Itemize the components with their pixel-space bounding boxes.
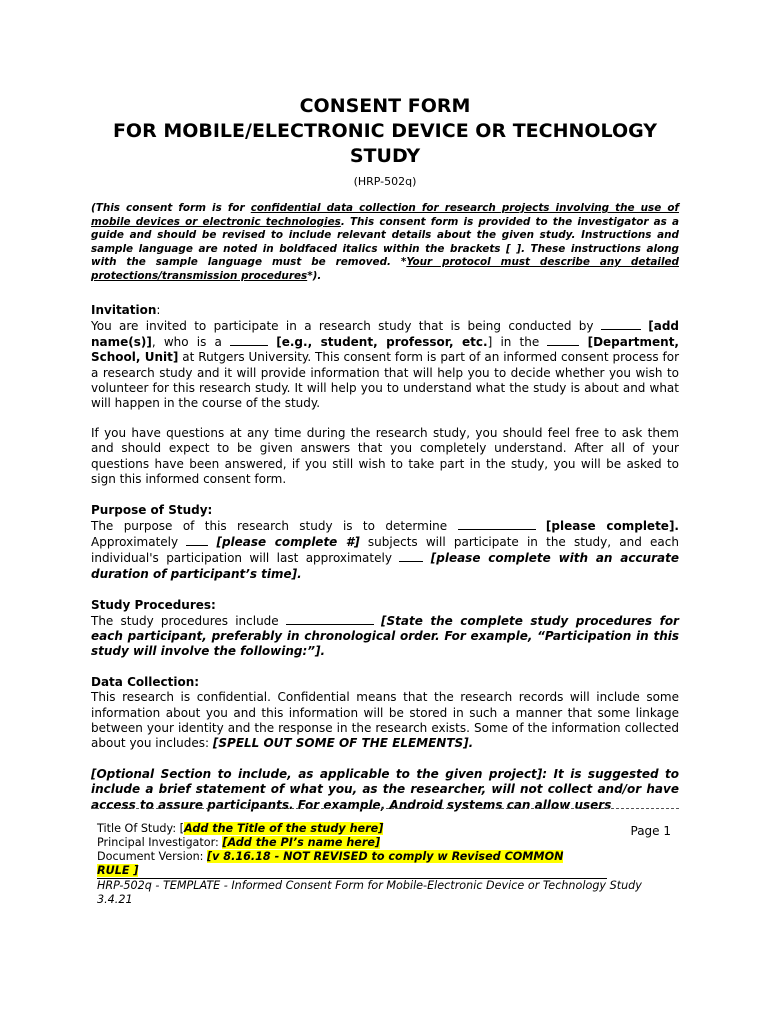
invitation-heading: Invitation: xyxy=(91,303,161,317)
section-purpose xyxy=(91,503,679,582)
section-invitation xyxy=(91,303,679,487)
footer-document-version-cont: RULE ] xyxy=(97,864,139,877)
purpose-heading: Purpose of Study: xyxy=(91,503,213,518)
intro-instructions: (This consent form is for confidential data collection for research projects involving the use of mobile devices or electronic technologies. This consent form is provided to the investigator as a guide and should be revised to include relevant details about the given study. Instructions and sample language are noted in boldfaced italics within the brackets [ ]. These instructions along with the sample language must be removed. *Your protocol must describe any detailed protections/transmission procedures*). xyxy=(91,202,680,282)
purpose-paragraph: The purpose of this research study is to determine [please complete]. Approximately [please complete #] subjects will participate in the study, and each individual's participation will last approximately [please complete with an accurate duration of participant’s time]. xyxy=(91,519,679,581)
procedures-paragraph: The study procedures include [State the complete study procedures for each participant, preferably in chronological order. For example, “Participation in this study will involve the following:”]. xyxy=(91,613,679,659)
document-page xyxy=(91,94,679,813)
collection-heading: Data Collection: xyxy=(91,675,200,690)
page-number: Page 1 xyxy=(630,824,671,838)
title-line-3: STUDY xyxy=(349,145,421,167)
optional-paragraph: [Optional Section to include, as applicable to the given project]: It is suggested to include a brief statement of what you, as the researcher, will not collect and/or have access to assure participants. For example, Android systems can allow users xyxy=(91,767,679,812)
document-title xyxy=(91,94,679,169)
section-optional xyxy=(91,767,679,813)
collection-paragraph: This research is confidential. Confidential means that the research records will include some information about you and this information will be stored in such a manner that some linkage between your identity and the response in the research exists. Some of the information collected about you includes: [SPELL OUT SOME OF THE ELEMENTS]. xyxy=(91,690,679,751)
procedures-heading: Study Procedures: xyxy=(91,597,216,612)
footer-principal-investigator: Principal Investigator: [Add the PI’s name here] xyxy=(97,836,381,849)
form-code: (HRP-502q) xyxy=(353,175,417,188)
footer-divider xyxy=(91,808,679,809)
section-data-collection xyxy=(91,675,679,751)
footer-document-version: Document Version: [v 8.16.18 - NOT REVISED to comply w Revised COMMON xyxy=(97,850,564,863)
title-line-2: FOR MOBILE/ELECTRONIC DEVICE OR TECHNOLOGY xyxy=(112,120,658,142)
section-procedures xyxy=(91,598,679,660)
template-identifier: HRP-502q - TEMPLATE - Informed Consent Form for Mobile-Electronic Device or Technology Study 3.4.21 xyxy=(97,879,642,906)
footer-study-title: Title Of Study: [Add the Title of the study here] xyxy=(97,822,384,835)
invitation-paragraph-2: If you have questions at any time during the research study, you should feel free to ask them and should expect to be given answers that you completely understand. After all of your questions have been answered, if you still wish to take part in the study, you will be asked to sign this informed consent form. xyxy=(91,426,679,486)
page-footer xyxy=(97,822,675,907)
invitation-paragraph-1: You are invited to participate in a research study that is being conducted by [add name(s)], who is a [e.g., student, professor, etc.] in the [Department, School, Unit] at Rutgers University. This consent form is part of an informed consent process for a research study and it will provide information that will help you to decide whether you wish to volunteer for this research study. It will help you to understand what the study is about and what will happen in the course of the study. xyxy=(91,319,680,411)
title-line-1: CONSENT FORM xyxy=(299,95,471,117)
